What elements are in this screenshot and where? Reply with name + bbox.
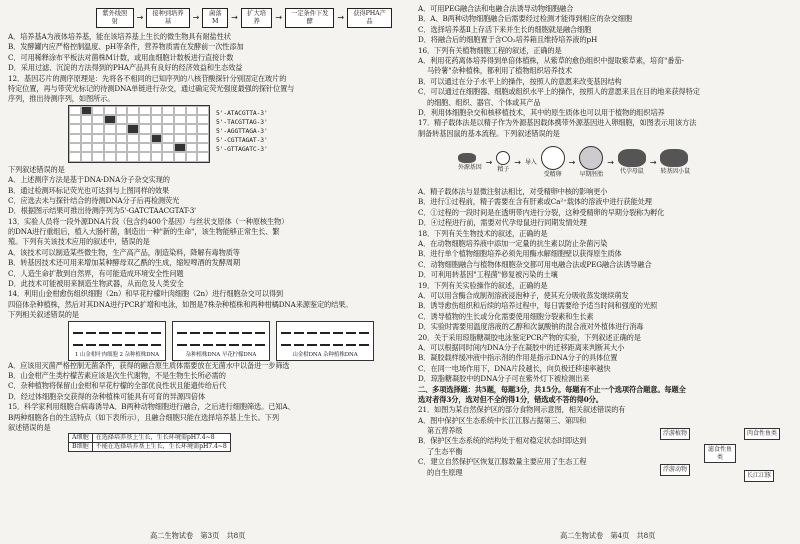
probe-seq: 5'-ATACGTTA-3'	[216, 109, 268, 117]
table-cell: B细胞	[69, 443, 93, 452]
diagram-label: 导入	[524, 158, 537, 166]
question-text: 四倍体杂种植株，然后对其DNA进行PCR扩增和电泳，如图是7株杂种植株和两种柑橘DNA来源鉴定的结果。	[8, 299, 353, 309]
text-line: C．可用稀释涂布平板法对菌株M计数，或用血细胞计数板进行直接计数	[8, 52, 234, 62]
text-line: A．利用花药离体培养得到单倍体植株，从紫草的愈伤组织中提取紫草素，培育"番茄-	[418, 55, 684, 65]
text-line: B．A、B两种动物细胞融合后需要经过检测才能得到相应的杂交细胞	[418, 14, 632, 24]
question-text: B两种细胞各自的生活特点（如下表所示），且融合细胞只能在选择培养基上生长。下列	[8, 412, 279, 422]
flow-step: 紫外线照射	[96, 8, 134, 28]
question-text: 12．基因芯片的测序原理是：先将各不相同的已知序列的八核苷酸探针分别固定在玻片的	[8, 73, 287, 83]
text-line: D．将融合后的细胞置于含CO₂培养箱且维持培养液的pH	[418, 35, 598, 45]
diagram-label: 早期胚胎	[579, 170, 604, 178]
text-line: A．可以根据同时间内DNA分子在凝胶中的迁移距离来判断其大小	[418, 342, 625, 352]
gel-panel	[68, 321, 166, 361]
probe-seq: 5'-TACGTTAG-3'	[216, 118, 268, 126]
text-line: A．培养基A为液体培养基，能在该培养基上生长的微生物具有耐盐性状	[8, 32, 231, 41]
q17-transgenic-diagram	[418, 139, 800, 187]
gel-panel	[172, 321, 270, 361]
q15-cell-table	[68, 433, 231, 452]
question-text: 17．精子载体法是以精子作为外源基因载体携带外源基因进入卵细胞，如图表示用该方法	[418, 118, 697, 128]
text-line: C．建立自然保护区恢复江豚数量主要应用了生态工程	[418, 457, 587, 467]
table-row	[69, 434, 231, 443]
probe-array-grid	[68, 105, 210, 163]
text-line: D．利用体细胞杂交和核移植技术，其中的原生质体也可以用于植物的组织培养	[418, 107, 665, 117]
text-line: A．应该用灭菌严格控制无菌条件，获得的融合原生质体需要放在无菌水中以备进一步筛选	[8, 360, 290, 370]
diagram-label: 外源基因	[458, 163, 482, 171]
arrow-right-icon: →	[231, 12, 238, 22]
question-text: 21．如图为某自然保护区的部分食物网示意图，相关叙述错误的有	[418, 405, 626, 415]
mouse-icon	[618, 149, 646, 167]
q14-electrophoresis-figure	[8, 321, 392, 361]
food-web-diagram	[660, 424, 788, 492]
arrow-right-icon: →	[192, 12, 200, 22]
page-3	[8, 4, 392, 452]
question-text: 15．科学家利用细胞合病毒诱导A、B两种动物细胞进行融合，之后进行细胞筛选。已知A、	[8, 402, 295, 412]
probe-sequence-list	[216, 105, 268, 154]
question-text: 19．下列有关实验操作的叙述，正确的是	[418, 280, 548, 290]
text-line: C．杂种植物将保留山金柑和早花柠檬的全部优良性状且能遗传给后代	[8, 381, 227, 391]
question-text: 的DNA进行重组后，植入大肠杆菌，制造出一种"新的生命"，该生物能够正常生长、繁	[8, 227, 280, 237]
arrow-right-icon: →	[514, 157, 521, 167]
question-text: 特定位置，再与带荧光标记的待测DNA单链进行杂交，通过确定荧光强度最强的探针位置与	[8, 83, 295, 93]
text-line: B．转基因技术还可用来增加某种酵母双乙酰的生成，缩短啤酒的发酵周期	[8, 258, 240, 268]
arrow-right-icon: →	[337, 12, 345, 22]
arrow-right-icon: →	[136, 12, 144, 22]
text-line: A．可以用含酶合成制剂溶液浸泡种子，使其充分吸收蒸发继续萌发	[418, 290, 629, 300]
text-line: B．发酵罐内应严格控制温度、pH等条件，营养物质需在发酵前一次性添加	[8, 42, 244, 52]
text-line: B．保护区生态系统的结构处于相对稳定状态时即达到	[418, 436, 587, 446]
page-footer: 高二生物试卷 第3页 共8页	[150, 531, 246, 540]
q11-flow-diagram	[8, 4, 392, 32]
text-line: D．琼脂糖凝胶中的DNA分子可在紫外灯下被检测出来	[418, 374, 590, 384]
text-line: D．可利用转基因"工程菌"修复被污染的土壤	[418, 270, 558, 280]
gel-caption: 山金柑DNA 杂种植株DNA	[292, 351, 358, 358]
text-line: D．经过体细胞杂交获得的杂种植株可能具有可育的异源四倍体	[8, 391, 206, 401]
text-line: A．可用PEG融合法和电融合法诱导动物细胞融合	[418, 4, 574, 13]
flow-step: 一定条件下发酵	[285, 8, 334, 28]
question-text: 20．关于采用琼脂糖凝胶电泳鉴定PCR产物的实验，下列叙述正确的是	[418, 332, 641, 342]
gel-caption: 1 山金柑叶肉细胞 2 杂种植株DNA	[74, 351, 160, 358]
mouse-icon	[660, 149, 688, 167]
foodweb-node: 浮游植物	[660, 428, 690, 440]
arrow-right-icon: →	[485, 157, 493, 167]
text-line: 了生态平衡	[427, 446, 463, 456]
text-line: C．应选去未与探针结合的待测DNA分子后再检测荧光	[8, 195, 180, 205]
diagram-label: 精子	[497, 165, 510, 173]
question-text: 序列，推出待测序列，如图所示。	[8, 94, 115, 104]
text-line: C．①过程的一段时间是在透明带内进行分裂，这种受精卵的早期分裂称为孵化	[418, 207, 665, 217]
gel-panel	[276, 321, 374, 361]
foodweb-node: 长江江豚	[744, 470, 774, 482]
page-footer: 高二生物试卷 第4页 共8页	[560, 531, 656, 540]
text-line: D．采用过滤、沉淀的方法得到的PHA产品具有良好的经济效益和生态效益	[8, 63, 243, 73]
text-line: B．进行单个植物细胞培养必须先用酶水解细胞壁以获得原生质体	[418, 249, 622, 259]
flow-step: 扩大培养	[241, 8, 273, 28]
sperm-icon	[496, 151, 510, 165]
arrow-right-icon: →	[275, 12, 283, 22]
q12-probe-figure	[8, 105, 392, 165]
text-line: A．图中保护区生态系统中长江江豚占据第三、第四和	[418, 415, 587, 425]
foodweb-node: 滤食性鱼类	[704, 444, 736, 463]
text-line: 下列叙述错误的是	[8, 164, 65, 174]
arrow-right-icon: →	[568, 157, 576, 167]
question-text: 13．实验人员将一段外源DNA片段（包含约400个基因）与丝状支原体（一种原核生物）	[8, 216, 289, 226]
embryo-icon	[579, 146, 603, 170]
table-cell: A细胞	[69, 434, 93, 443]
text-line: D．此技术可能被用来制造生物武器，从而危及人类安全	[8, 279, 184, 289]
zygote-icon	[541, 146, 565, 170]
text-line: A．该技术可以制造某些微生物，生产高产品，制造染料，降解有毒物质等	[8, 247, 240, 257]
foodweb-node: 浮游动物	[660, 464, 690, 476]
question-text: 18．下列有关生物技术的叙述，正确的是	[418, 228, 548, 238]
text-line: C．诱导植物的生长或分化需要使用细胞分裂素和生长素	[418, 311, 594, 321]
arrow-right-icon: →	[607, 157, 614, 167]
table-cell: 不能在选择培养基上生长，生长环境需pH7.4~8	[92, 443, 230, 452]
question-text: 16．下列有关植物细胞工程的叙述，正确的是	[418, 45, 562, 55]
page-4	[418, 4, 800, 478]
table-row	[69, 443, 231, 452]
text-line: D．④过程进行前，需要对代孕母鼠进行同期发情处理	[418, 218, 587, 228]
text-line: C．动物细胞融合与植物体细胞杂交都可用电融合法或PEG融合法诱导融合	[418, 259, 652, 269]
question-text: 殖。下列有关该技术应用的叙述中，错误的是	[8, 237, 150, 247]
text-line: C．选择培养基Ⅱ上存活下来并生长的细胞就是融合细胞	[418, 24, 592, 34]
text-line: A．在动物细胞培养液中添加一定量的抗生素以防止杂菌污染	[418, 239, 608, 249]
text-line: B．凝胶载样缓冲液中指示剂的作用是指示DNA分子的具体位置	[418, 353, 618, 363]
flow-step: 接种到培养基	[146, 8, 189, 28]
text-line: D．实验时需要用温度溶液的乙醇和次氯酸钠的混合液对外植体进行消毒	[418, 322, 644, 332]
gene-icon	[458, 153, 476, 163]
foodweb-node: 肉食性鱼类	[744, 428, 780, 440]
text-line: A．上述测序方法是基于DNA-DNA分子杂交实现的	[8, 175, 170, 185]
text-line: B．进行①过程前，精子需要在含有肝素或Ca²⁺载体的溶液中进行获能处理	[418, 197, 652, 207]
text-line: 马铃薯"杂种植株，都利用了植物组织培养技术	[427, 66, 572, 76]
text-line: A．精子载体法与显微注射法相比，对受精卵中核的影响更小	[418, 187, 608, 197]
text-line: D．根据图示结果可推出待测序列为5'-GATCTAACGTAT-3'	[8, 206, 197, 216]
question-text: 制备转基因鼠的基本流程。下列叙述错误的是	[418, 128, 560, 138]
diagram-label: 代孕母鼠	[620, 167, 644, 175]
flow-step: 菌落M	[202, 8, 228, 28]
section-heading: 选对者得3分，选对但不全的得1分，错选或不答的得0分。	[418, 394, 603, 404]
section-heading: 二、多项选择题：共5题，每题3分，共15分。每题有不止一个选项符合题意。每题全	[418, 384, 686, 394]
gel-caption: 杂种植株DNA 早花柠檬DNA	[185, 351, 257, 358]
question-text: 下列相关叙述错误的是	[8, 310, 79, 320]
text-line: C．人造生命扩散到自然界，有可能造成环境安全性问题	[8, 268, 184, 278]
text-line: B．山金柑产生类柠檬苦素应该是次生代谢物，不是生物生长所必需的	[8, 370, 226, 380]
probe-seq: 5'-CGTTAGAT-3'	[216, 136, 268, 144]
question-text: 14．利用山金柑愈伤组织细胞（2n）和早花柠檬叶肉细胞（2n）进行细胞杂交可以得到	[8, 289, 284, 299]
diagram-label: 转基因小鼠	[660, 167, 690, 175]
probe-seq: 5'-AGGTTAGA-3'	[216, 127, 268, 135]
text-line: 的细胞、组织、器官、个体或其产品	[427, 97, 541, 107]
probe-seq: 5'-GTTAGATC-3'	[216, 145, 268, 153]
diagram-label: 受精卵	[543, 170, 562, 178]
question-text: 叙述错误的是	[8, 422, 51, 432]
text-line: C．可以通过在细胞器、细胞或组织水平上的操作，按照人的意愿来且在目的地来获得特定	[418, 87, 700, 97]
arrow-right-icon: →	[649, 157, 657, 167]
text-line: C．在同一电场作用下，DNA片段越长，向负极迁移速率越快	[418, 363, 611, 373]
text-line: B．诱导愈伤组织和后续的培养过程中，每日需要给予适当时间和强度的光照	[418, 301, 658, 311]
text-line: 的自生原理	[427, 467, 463, 477]
text-line: B．通过检测环标记荧光也可达到与上图同样的效果	[8, 185, 170, 195]
text-line: B．可以通过在分子水平上的操作，按照人的意愿来改变基因结构	[418, 76, 622, 86]
table-cell: 在选择培养基上生长，生长环境需pH7.4~8	[92, 434, 230, 443]
flow-step: 获得PHA产品	[347, 8, 392, 28]
text-line: 第五营养级	[427, 426, 463, 436]
